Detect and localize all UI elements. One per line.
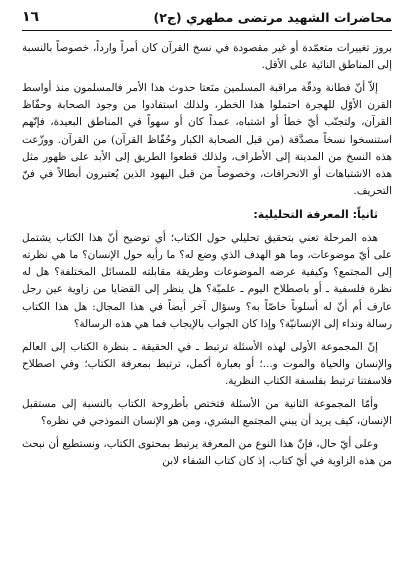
page-number: ١٦: [22, 9, 40, 25]
page-header: [22, 8, 392, 31]
paragraph: وأمّا المجموعة الثانية من الأسئلة فتختص بأطروحة الكتاب بالنسبة إلى مستقبل الإنسان، كيف يريد أن يبني المجتمع البشري، ومن هو الإنسان النموذجي في نظره؟: [22, 397, 392, 427]
running-title: محاضرات الشهيد مرتضى مطهري (ج٢): [153, 10, 392, 25]
paragraph: هذه المرحلة تعني بتحقيق تحليلي حول الكتاب؛ أي توضيح أنّ هذا الكتاب يشتمل على أيّ موضوعات، وما هو الهدف الذي وضع له؟ ما رأيه حول الإنسان؟ ما هي نظرته إلى المجتمع؟ وكيفية عرضه الموضوعات وطريقة مقابلته للمسائل المختلفة؟ هل له نظرة فلسفية ـ أو باصطلاح اليوم ـ علميّة؟ هل ينظر إلى القضايا من زاوية عين رجل عارف أم أنّ له أسلوباً خاصّاً به؟ وسؤال آخر أيضاً في هذا المجال: هل هذا الكتاب رسالة ونداء إلى الإنسانيّة؟ وإذا كان الجواب بالإيجاب فما هي هذه الرسالة؟: [22, 231, 392, 330]
paragraph: وعلى أيّ حال، فإنّ هذا النوع من المعرفة يرتبط بمحتوى الكتاب، ونستطيع أن نبحث من هذه الزاوية في أيّ كتاب، إذ كان كتاب الشفاء لابن: [22, 437, 392, 467]
section-heading: ثانياً: المعرفة التحليلية:: [253, 207, 378, 221]
paragraph: إنّ المجموعة الأولى لهذه الأسئلة ترتبط ـ في الحقيقة ـ بنظرة الكتاب إلى العالم والإنسان والحياة والموت و...؛ أو بعبارة أكمل، ترتبط بمعرفة الكتاب؛ وفي اصطلاح فلاسفتنا ترتبط بفلسفة الكتاب النظرية.: [22, 340, 392, 387]
paragraph: بروز تغييرات متعمّدة أو غير مقصودة في نسخ القرآن كان أمراً وارداً، خصوصاً بالنسبة إلى المناطق النائية على الأقل.: [22, 42, 392, 72]
page-body: [22, 40, 392, 475]
paragraph: إلاّ أنّ فطانة ودقّة مراقبة المسلمين منَعتا حدوث هذا الأمر فالمسلمون منذ أواسط القرن الأوّل للهجرة احتملوا هذا الخطر، ولذلك استفادوا من وجود الصحابة وحفّاظ القرآن، ولتجنّب أيّ خطأ أو اشتباه، عمداً كان أو سهواً في المناطق البعيدة، فإنّهم استنسخوا نسخاً مصدَّقة (من قبل الصحابة الكبار وحُفّاظ القرآن) من القرآن. ووزّعت هذه النسخ من المدينة إلى الأطراف، ولذلك قطعوا الطريق إلى الأبد على ظهور مثل هذه الاشتباهات أو الانحرافات، وخصوصاً من قبل اليهود الذين يُعتبرون أبطالاً في فنّ التحريف.: [22, 81, 392, 198]
